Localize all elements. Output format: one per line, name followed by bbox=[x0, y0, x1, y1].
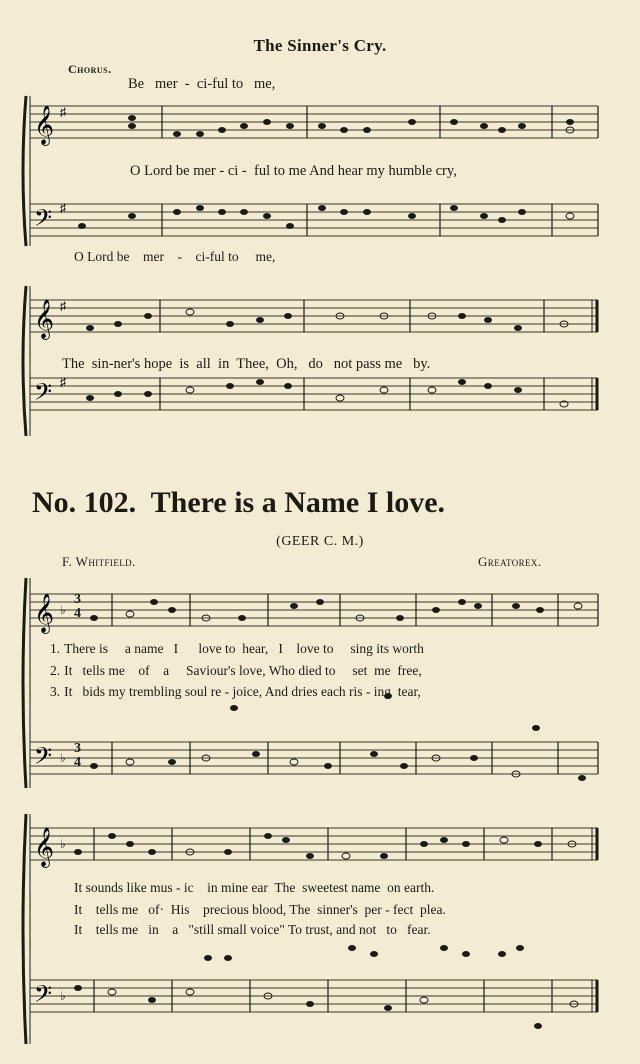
lyrics-top-middle: O Lord be mer - ci - ful to me And hear my humble cry, bbox=[130, 163, 457, 179]
verse2-line-2: It tells me of· His precious blood, The sinner's per - fect plea. bbox=[74, 902, 446, 917]
time-sig-top: 3 bbox=[74, 741, 81, 756]
svg-text:𝄢: 𝄢 bbox=[34, 378, 53, 411]
verse-number: 2. bbox=[50, 663, 61, 678]
author-words: F. Whitfield. bbox=[62, 554, 136, 569]
svg-text:♭: ♭ bbox=[60, 603, 66, 617]
lyrics-top-lower: O Lord be mer - ci-ful to me, bbox=[74, 249, 276, 264]
verse-text: It bids my trembling soul re - joice, And dries each ris - ing tear, bbox=[64, 684, 421, 699]
verse-text: There is a name I love to hear, I love to sing its worth bbox=[64, 641, 424, 656]
verse-number: 3. bbox=[50, 684, 61, 699]
svg-text:♯: ♯ bbox=[60, 375, 66, 389]
hymn-number-title: No. 102. There is a Name I love. bbox=[32, 486, 446, 519]
time-sig-top: 3 bbox=[74, 592, 81, 607]
svg-text:♭: ♭ bbox=[60, 989, 66, 1003]
tune-name: (GEER C. M.) bbox=[276, 534, 364, 549]
verse-text: It tells me of a Saviour's love, Who died to set me free, bbox=[64, 663, 422, 678]
hymn-title-top: The Sinner's Cry. bbox=[253, 36, 387, 55]
verse-line-1 bbox=[50, 640, 424, 658]
verse-line-3 bbox=[50, 683, 421, 701]
svg-text:♭: ♭ bbox=[60, 837, 66, 851]
lyrics-top-upper: Be mer - ci-ful to me, bbox=[128, 76, 276, 92]
chorus-label: Chorus. bbox=[68, 62, 112, 76]
time-sig-bottom: 4 bbox=[74, 755, 81, 770]
svg-text:♯: ♯ bbox=[60, 105, 66, 119]
svg-text:𝄞: 𝄞 bbox=[34, 593, 55, 633]
author-music: Greatorex. bbox=[478, 554, 542, 569]
lyrics-top-system2: The sin-ner's hope is all in Thee, Oh, do not pass me by. bbox=[62, 356, 431, 372]
svg-text:𝄢: 𝄢 bbox=[34, 204, 53, 237]
svg-text:♭: ♭ bbox=[60, 751, 66, 765]
verse2-line-1: It sounds like mus - ic in mine ear The sweetest name on earth. bbox=[74, 880, 435, 895]
time-sig-bottom: 4 bbox=[74, 606, 81, 621]
svg-text:♯: ♯ bbox=[60, 299, 66, 313]
svg-text:𝄞: 𝄞 bbox=[34, 299, 55, 339]
svg-text:𝄢: 𝄢 bbox=[34, 742, 53, 775]
svg-text:𝄞: 𝄞 bbox=[34, 827, 55, 867]
svg-text:♯: ♯ bbox=[60, 201, 66, 215]
verse2-line-3: It tells me in a "still small voice" To trust, and not to fear. bbox=[74, 922, 431, 937]
svg-text:𝄢: 𝄢 bbox=[34, 980, 53, 1013]
verse-number: 1. bbox=[50, 641, 61, 656]
time-signature-bass bbox=[74, 742, 81, 770]
svg-text:𝄞: 𝄞 bbox=[34, 105, 55, 145]
verse-line-2 bbox=[50, 662, 422, 680]
time-signature-treble bbox=[74, 593, 81, 621]
